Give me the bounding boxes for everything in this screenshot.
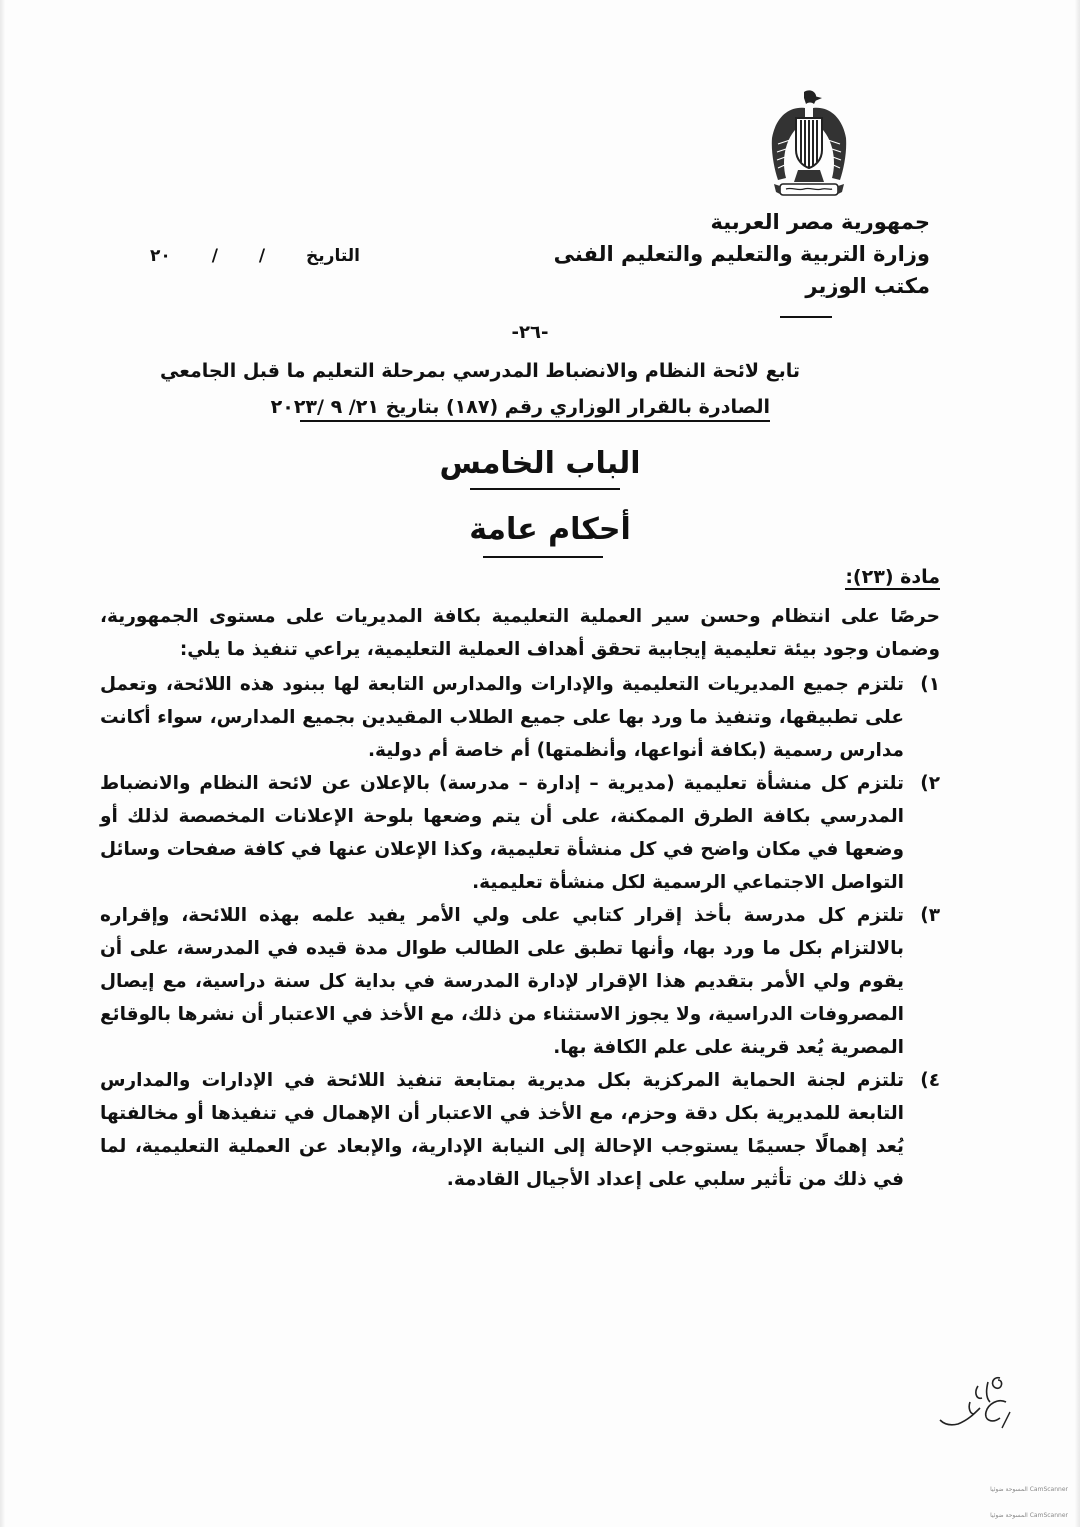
scanner-watermark: CamScanner المسوحة ضوئيا xyxy=(990,1486,1068,1493)
header-divider xyxy=(780,316,832,318)
list-item-text: تلتزم لجنة الحماية المركزية بكل مديرية بمتابعة تنفيذ اللائحة في الإدارات والمدارس التابعة للمديرية بكل دقة وحزم، مع الأخذ في الاعتبار أن الإهمال في تنفيذها أو مخالفتها يُعد إهمالًا جسيمًا يستوجب الإحالة إلى النيابة الإدارية، والإبعاد عن العملية التعليمية، لما في ذلك من تأثير سلبي على إعداد الأجيال القادمة. xyxy=(100,1070,904,1190)
section-heading: أحكام عامة xyxy=(469,512,631,547)
document-title: تابع لائحة النظام والانضباط المدرسي بمرحلة التعليم ما قبل الجامعي xyxy=(160,360,800,382)
list-item-text: تلتزم جميع المديريات التعليمية والإدارات والمدارس التابعة لها ببنود هذه اللائحة، وتعمل على تطبيقها، وتنفيذ ما ورد بها على جميع الطلاب المقيدين بجميع المدارس، سواء أكانت مدارس رسمية (بكافة أنواعها، وأنظمتها) أم خاصة أم دولية. xyxy=(100,674,904,761)
article-label: مادة (٢٣): xyxy=(845,566,940,588)
scan-edge-right xyxy=(1074,0,1080,1527)
date-field xyxy=(150,246,360,266)
list-item-text: تلتزم كل منشأة تعليمية (مديرية – إدارة – مدرسة) بالإعلان عن لائحة النظام والانضباط المدرسي بكافة الطرق الممكنة، على أن يتم وضعها بلوحة الإعلانات المخصصة لذلك أو وضعها في مكان واضح في كل منشأة تعليمية، وكذا الإعلان عنها في كافة صفحات وسائل التواصل الاجتماعي الرسمية لكل منشأة تعليمية. xyxy=(100,773,904,893)
ministry-header xyxy=(553,206,930,302)
section-underline xyxy=(483,556,603,558)
scan-edge-left xyxy=(0,0,6,1527)
decree-reference: الصادرة بالقرار الوزاري رقم (١٨٧) بتاريخ ٢١/ ٩ /٢٠٢٣ xyxy=(300,396,770,422)
date-year: ٢٠ xyxy=(150,246,171,266)
date-separator-2: / xyxy=(211,246,218,266)
chapter-underline xyxy=(470,488,620,490)
list-item-number: ١) xyxy=(920,674,940,695)
list-item-text: تلتزم كل مدرسة بأخذ إقرار كتابي على ولي الأمر يفيد علمه بهذه اللائحة، وإقراره بالالتزام بكل ما ورد بها، وأنها تطبق على الطالب طوال مدة قيده في المدرسة، على أن يقوم ولي الأمر بتقديم هذا الإقرار لإدارة المدرسة في بداية كل سنة دراسية، مع إيصال المصروفات الدراسية، ولا يجوز الاستثناء من ذلك، مع الأخذ في الاعتبار أن نشرها بالوقائع المصرية يُعد قرينة على علم الكافة بها. xyxy=(100,905,904,1058)
list-item xyxy=(100,899,940,1064)
chapter-heading: الباب الخامس xyxy=(439,446,641,481)
list-item xyxy=(100,668,940,767)
page-number: -٢٦- xyxy=(511,322,549,343)
article-intro: حرصًا على انتظام وحسن سير العملية التعليمية بكافة المديريات على مستوى الجمهورية، وضمان وجود بيئة تعليمية إيجابية تحقق أهداف العملية التعليمية، يراعي تنفيذ ما يلي: xyxy=(100,606,940,660)
scanner-watermark: CamScanner المسوحة ضوئيا xyxy=(990,1512,1068,1519)
header-country: جمهورية مصر العربية xyxy=(710,210,930,234)
list-item-number: ٤) xyxy=(920,1070,940,1091)
list-item xyxy=(100,1064,940,1196)
header-ministry: وزارة التربية والتعليم والتعليم الفنى xyxy=(553,242,930,266)
article-body xyxy=(100,600,940,1196)
handwritten-signature-icon xyxy=(930,1368,1020,1438)
date-label: التاريخ xyxy=(306,246,360,266)
date-separator-1: / xyxy=(258,246,266,266)
header-office: مكتب الوزير xyxy=(805,274,930,298)
eagle-emblem-icon xyxy=(768,88,850,200)
list-item xyxy=(100,767,940,899)
list-item-number: ٢) xyxy=(920,773,940,794)
list-item-number: ٣) xyxy=(920,905,940,926)
